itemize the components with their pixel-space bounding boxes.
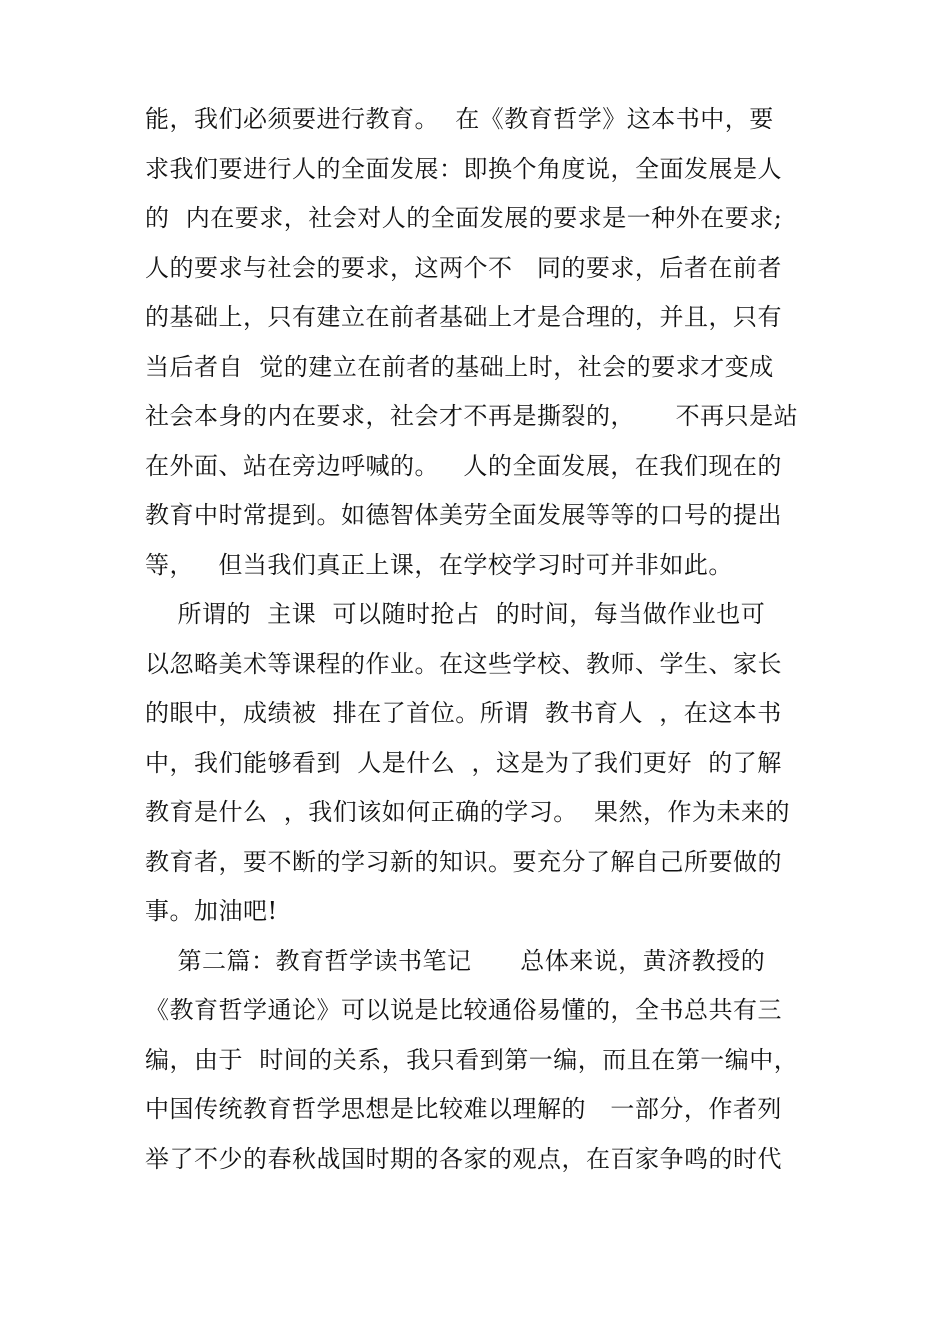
text-line: 教育是什么 ，我们该如何正确的学习。 果然，作为未来的 <box>145 798 791 826</box>
text-line: 事。加油吧! <box>145 897 278 925</box>
paragraph-start-line: 所谓的 主课 可以随时抢占 的时间，每当做作业也可 <box>145 600 766 628</box>
text-line: 编，由于 时间的关系，我只看到第一编，而且在第一编中， <box>145 1045 799 1074</box>
text-line: 当后者自 觉的建立在前者的基础上时，社会的要求才变成 <box>145 352 774 381</box>
text-line: 中国传统教育哲学思想是比较难以理解的 一部分，作者列 <box>145 1095 782 1123</box>
text-line: 求我们要进行人的全面发展：即换个角度说，全面发展是人 <box>145 154 782 183</box>
text-line: 的 内在要求，社会对人的全面发展的要求是一种外在要求; <box>145 204 783 232</box>
section-heading-line: 第二篇：教育哲学读书笔记 总体来说，黄济教授的 <box>145 946 766 975</box>
document-text-body <box>145 95 815 1184</box>
text-line: 举了不少的春秋战国时期的各家的观点，在百家争鸣的时代 <box>145 1144 782 1173</box>
text-line: 社会本身的内在要求，社会才不再是撕裂的， 不再只是站 <box>145 402 799 430</box>
text-line: 教育者，要不断的学习新的知识。要充分了解自己所要做的 <box>145 847 782 876</box>
text-line: 的眼中，成绩被 排在了首位。所谓 教书育人 ，在这本书 <box>145 699 782 727</box>
text-line: 人的要求与社会的要求，这两个不 同的要求，后者在前者 <box>145 253 782 282</box>
text-line: 以忽略美术等课程的作业。在这些学校、教师、学生、家长 <box>145 649 782 678</box>
text-line: 中，我们能够看到 人是什么 ，这是为了我们更好 的了解 <box>145 748 782 777</box>
text-line: 教育中时常提到。如德智体美劳全面发展等等的口号的提出 <box>145 501 782 529</box>
text-line: 等， 但当我们真正上课，在学校学习时可并非如此。 <box>145 550 733 579</box>
text-line: 在外面、站在旁边呼喊的。 人的全面发展，在我们现在的 <box>145 451 782 480</box>
text-line: 能，我们必须要进行教育。 在《教育哲学》这本书中，要 <box>145 105 774 133</box>
text-line: 的基础上，只有建立在前者基础上才是合理的，并且，只有 <box>145 303 782 331</box>
text-line: 《教育哲学通论》可以说是比较通俗易懂的，全书总共有三 <box>145 996 782 1024</box>
